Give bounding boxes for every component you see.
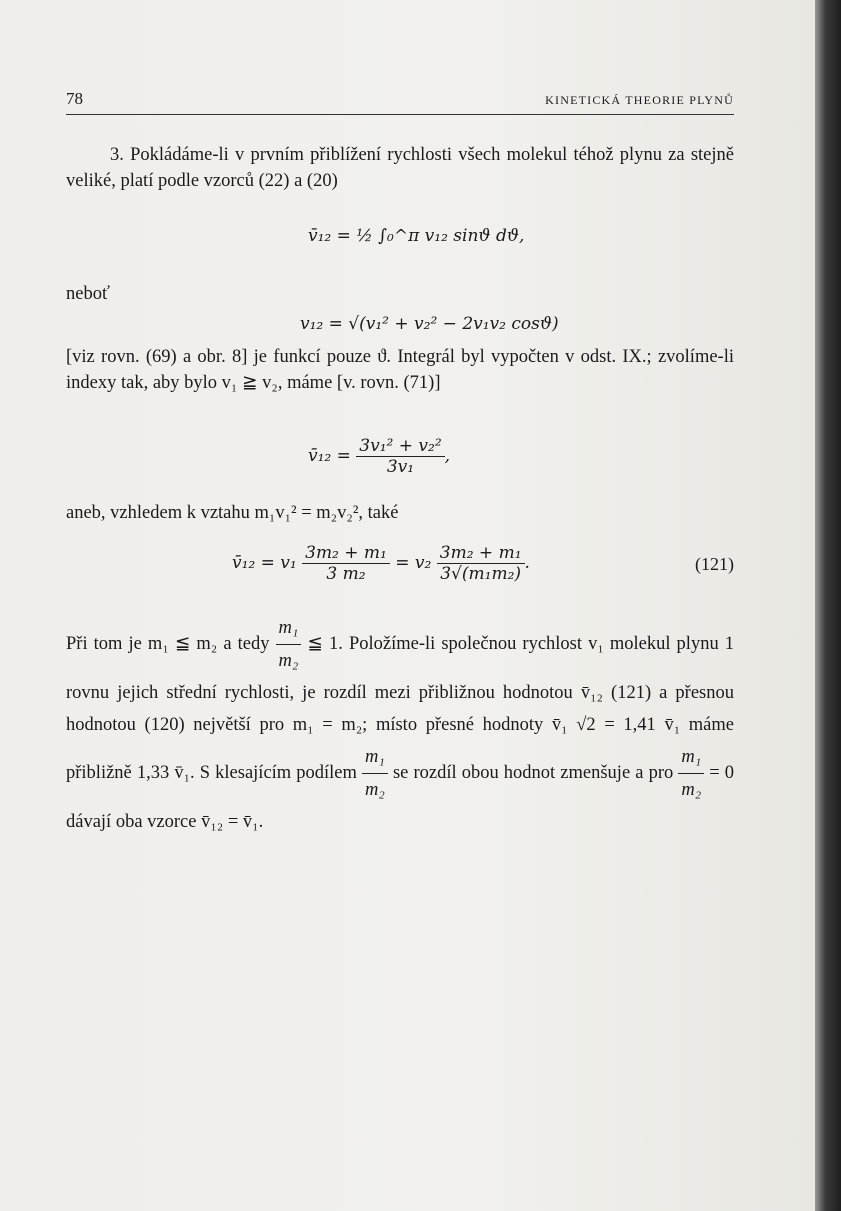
ratio-denominator-2: m₂ <box>365 780 385 800</box>
equation-2: v₁₂ = √(v₁² + v₂² − 2v₁v₂ cosϑ) <box>300 314 559 334</box>
equation-3: v̄₁₂ = $\frac{\text{3v₁² + v₂²}}{\text{3v₁}}$ , <box>308 436 451 477</box>
ratio-denominator-3: m₂ <box>681 780 702 800</box>
ratio-fraction-1 <box>276 612 302 677</box>
ratio-numerator-1: m₁ <box>276 612 302 645</box>
page-header <box>66 89 734 109</box>
equation-4-numerator-1: 3m₂ + m₁ <box>302 543 390 564</box>
equation-4-numerator-2: 3m₂ + m₁ <box>437 543 525 564</box>
ratio-numerator-2: m₁ <box>362 741 388 774</box>
ratio-denominator-1: m₂ <box>278 651 299 671</box>
book-spine <box>815 0 841 1211</box>
paragraph-2: neboť <box>66 284 110 304</box>
equation-3-denominator: 3v₁ <box>386 457 415 477</box>
paragraph-5-part-a: Při tom je m₁ ≦ m₂ a tedy <box>66 633 270 654</box>
paragraph-1: 3. Pokládáme-li v prvním přiblížení rychlosti všech molekul téhož plynu za stejně veliké, platí podle vzorců (22) a (20) <box>66 145 734 191</box>
paragraph-5-part-b: ≦ 1. Položíme-li společnou rychlost v₁ molekul plynu 1 rovnu jejich střední rychlosti, je rozdíl mezi přibližnou hodnotou v̄₁₂ (121) a přesnou hodnotou (120) největší pro m₁ = m₂; místo přesné hodnoty v̄₁ √2 = 1,41 v̄₁ máme přibližně 1,33 v̄₁. S klesajícím podílem <box>66 633 735 783</box>
header-rule <box>66 114 734 115</box>
equation-4-middle: = v₂ <box>395 553 432 573</box>
equation-3-lhs: v̄₁₂ = <box>308 446 351 466</box>
running-title: KINETICKÁ THEORIE PLYNŮ <box>545 93 734 107</box>
equation-3-fraction <box>356 436 444 477</box>
equation-4-denominator-1: 3 m₂ <box>326 564 366 584</box>
paragraph-5-part-c: se rozdíl obou hodnot zmenšuje a pro <box>392 762 674 783</box>
ratio-fraction-2 <box>362 741 388 806</box>
paragraph-4: aneb, vzhledem k vztahu m₁v₁² = m₂v₂², také <box>66 503 399 523</box>
equation-number-121: (121) <box>695 554 734 574</box>
equation-4-lhs: v̄₁₂ = v₁ <box>232 553 297 573</box>
equation-4: v̄₁₂ = v₁ $\frac{\text{3m₂ + m₁}}{\text{3 m₂}}$ = v₂ $\frac{\text{3m₂ + m₁}}{\text{3√(m₁m₂)}}$ . <box>232 543 530 584</box>
equation-3-numerator: 3v₁² + v₂² <box>356 436 444 457</box>
ratio-fraction-3 <box>678 741 704 806</box>
paragraph-3: [viz rovn. (69) a obr. 8] je funkcí pouze ϑ. Integrál byl vypočten v odst. IX.; zvolíme-li indexy tak, aby bylo v₁ ≧ v₂, máme [v. rovn. (71)] <box>66 347 734 393</box>
paragraph-5 <box>66 612 734 838</box>
equation-4-denominator-2: 3√(m₁m₂) <box>440 564 522 584</box>
ratio-numerator-3: m₁ <box>678 741 704 774</box>
equation-4-fraction-1 <box>302 543 390 584</box>
equation-1: v̄₁₂ = ½ ∫₀^π v₁₂ sinϑ dϑ, <box>308 226 525 246</box>
equation-4-fraction-2 <box>437 543 525 584</box>
paragraph-5-part-d: = 0 dávají oba vzorce v̄₁₂ = v̄₁. <box>66 762 735 832</box>
page-number: 78 <box>66 89 83 108</box>
